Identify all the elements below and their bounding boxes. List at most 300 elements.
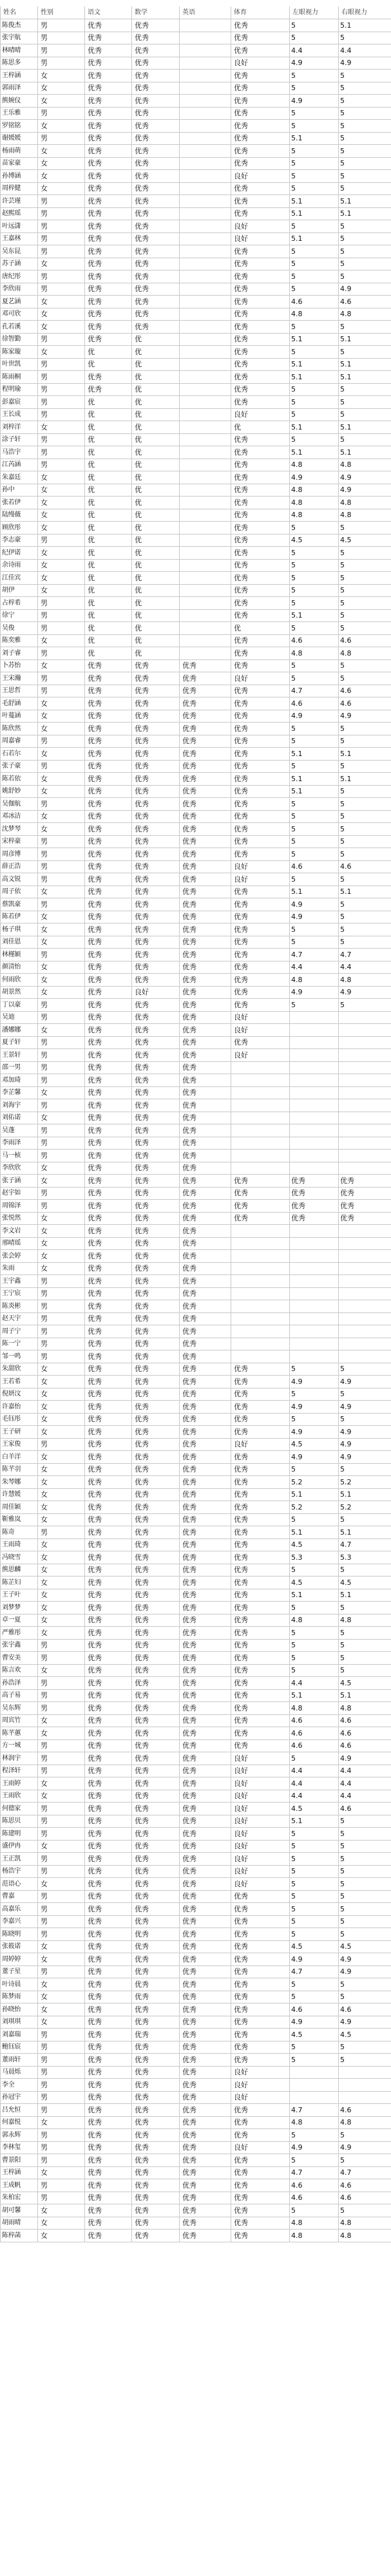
cell-name: 熊婉仪 bbox=[1, 95, 38, 108]
cell-pe: 优秀 bbox=[231, 986, 290, 999]
cell-pe: 优秀 bbox=[231, 2230, 290, 2242]
cell-pe bbox=[231, 1325, 290, 1338]
cell-pe: 优秀 bbox=[231, 145, 290, 158]
table-row bbox=[1, 723, 391, 735]
cell-math: 优秀 bbox=[132, 1137, 180, 1150]
table-row bbox=[1, 1287, 391, 1300]
cell-pe: 良好 bbox=[231, 860, 290, 873]
cell-math: 优秀 bbox=[132, 1049, 180, 1062]
cell-pe: 优秀 bbox=[231, 911, 290, 923]
cell-chinese: 优秀 bbox=[85, 1262, 132, 1275]
cell-right-vision bbox=[339, 2091, 391, 2104]
cell-left-vision: 4.8 bbox=[290, 647, 339, 660]
cell-left-vision: 5 bbox=[290, 220, 339, 233]
cell-gender: 女 bbox=[38, 1627, 85, 1640]
cell-left-vision: 4.4 bbox=[290, 961, 339, 974]
cell-pe: 优秀 bbox=[231, 1564, 290, 1577]
cell-right-vision: 5.1 bbox=[339, 773, 391, 786]
cell-left-vision: 4.6 bbox=[290, 697, 339, 710]
cell-english bbox=[180, 609, 231, 622]
cell-english: 优秀 bbox=[180, 1803, 231, 1815]
cell-pe: 优秀 bbox=[231, 823, 290, 836]
cell-name: 陈芊羽 bbox=[1, 1463, 38, 1476]
cell-gender: 男 bbox=[38, 44, 85, 57]
cell-math: 优秀 bbox=[132, 1777, 180, 1790]
cell-pe: 良好 bbox=[231, 1790, 290, 1803]
header-gender: 性别 bbox=[38, 6, 85, 19]
cell-left-vision: 4.9 bbox=[290, 986, 339, 999]
cell-pe: 优秀 bbox=[231, 1551, 290, 1564]
cell-pe: 优秀 bbox=[231, 296, 290, 308]
cell-chinese: 优秀 bbox=[85, 1577, 132, 1589]
cell-left-vision: 4.8 bbox=[290, 308, 339, 321]
cell-gender: 女 bbox=[38, 1991, 85, 2003]
cell-gender: 男 bbox=[38, 396, 85, 409]
cell-name: 陈梓菡 bbox=[1, 2230, 38, 2242]
cell-name: 王子叶 bbox=[1, 1589, 38, 1602]
cell-right-vision: 5 bbox=[339, 396, 391, 409]
table-row bbox=[1, 1150, 391, 1162]
cell-left-vision: 5 bbox=[290, 597, 339, 610]
cell-english bbox=[180, 57, 231, 70]
cell-chinese: 优秀 bbox=[85, 2041, 132, 2054]
cell-math: 优秀 bbox=[132, 1840, 180, 1853]
cell-name: 周嘉睿 bbox=[1, 735, 38, 748]
cell-math: 优秀 bbox=[132, 1513, 180, 1526]
cell-name: 吴蓬 bbox=[1, 1124, 38, 1137]
table-row bbox=[1, 2054, 391, 2067]
cell-pe: 优秀 bbox=[231, 522, 290, 535]
cell-pe: 优 bbox=[231, 421, 290, 434]
table-row bbox=[1, 270, 391, 283]
cell-name: 王景轩 bbox=[1, 1049, 38, 1062]
cell-chinese: 优秀 bbox=[85, 898, 132, 911]
cell-gender: 女 bbox=[38, 723, 85, 735]
table-row bbox=[1, 333, 391, 346]
cell-chinese: 优秀 bbox=[85, 2054, 132, 2067]
cell-chinese: 优秀 bbox=[85, 760, 132, 773]
cell-chinese: 优 bbox=[85, 433, 132, 446]
table-row bbox=[1, 1049, 391, 1062]
cell-name: 许芸瑾 bbox=[1, 195, 38, 208]
cell-chinese: 优秀 bbox=[85, 1652, 132, 1665]
cell-right-vision: 5.1 bbox=[339, 195, 391, 208]
cell-chinese: 优秀 bbox=[85, 1212, 132, 1225]
cell-left-vision: 4.9 bbox=[290, 898, 339, 911]
cell-left-vision: 4.4 bbox=[290, 1765, 339, 1777]
cell-name: 丁以豪 bbox=[1, 999, 38, 1012]
cell-chinese: 优秀 bbox=[85, 2066, 132, 2079]
cell-math: 优秀 bbox=[132, 308, 180, 321]
cell-gender: 男 bbox=[38, 232, 85, 245]
cell-name: 郭永辉 bbox=[1, 2129, 38, 2142]
cell-gender: 男 bbox=[38, 1187, 85, 1200]
cell-chinese: 优秀 bbox=[85, 1476, 132, 1489]
cell-chinese: 优秀 bbox=[85, 2179, 132, 2192]
cell-math: 优秀 bbox=[132, 1739, 180, 1752]
cell-right-vision: 5 bbox=[339, 1978, 391, 1991]
cell-gender: 男 bbox=[38, 408, 85, 421]
cell-gender: 男 bbox=[38, 1036, 85, 1049]
table-row bbox=[1, 760, 391, 773]
cell-math: 优 bbox=[132, 371, 180, 384]
cell-name: 赵天宇 bbox=[1, 1312, 38, 1325]
cell-math: 优秀 bbox=[132, 1639, 180, 1652]
cell-name: 赵宇如 bbox=[1, 1187, 38, 1200]
cell-math: 优秀 bbox=[132, 886, 180, 898]
cell-gender: 女 bbox=[38, 748, 85, 761]
cell-right-vision: 5 bbox=[339, 107, 391, 120]
cell-name: 蔡凯豪 bbox=[1, 898, 38, 911]
cell-gender: 女 bbox=[38, 697, 85, 710]
cell-chinese: 优秀 bbox=[85, 1024, 132, 1037]
cell-name: 叶蔓涵 bbox=[1, 710, 38, 723]
table-row bbox=[1, 773, 391, 786]
table-row bbox=[1, 1940, 391, 1953]
cell-pe: 优秀 bbox=[231, 157, 290, 170]
cell-gender: 男 bbox=[38, 371, 85, 384]
cell-gender: 女 bbox=[38, 2003, 85, 2016]
cell-right-vision: 4.9 bbox=[339, 57, 391, 70]
cell-chinese: 优秀 bbox=[85, 1539, 132, 1551]
cell-name: 吴迪 bbox=[1, 1011, 38, 1024]
cell-gender: 男 bbox=[38, 1275, 85, 1288]
cell-math: 优秀 bbox=[132, 1162, 180, 1175]
cell-english: 优秀 bbox=[180, 685, 231, 697]
cell-name: 余诗雨 bbox=[1, 559, 38, 572]
cell-pe: 良好 bbox=[231, 2091, 290, 2104]
cell-english bbox=[180, 371, 231, 384]
cell-english: 优秀 bbox=[180, 1965, 231, 1978]
table-row bbox=[1, 1275, 391, 1288]
cell-gender: 男 bbox=[38, 1652, 85, 1665]
cell-right-vision: 4.8 bbox=[339, 1702, 391, 1715]
cell-left-vision: 5 bbox=[290, 2204, 339, 2217]
cell-chinese: 优秀 bbox=[85, 911, 132, 923]
table-row bbox=[1, 810, 391, 823]
cell-right-vision bbox=[339, 1074, 391, 1087]
table-row bbox=[1, 1627, 391, 1640]
cell-english: 优秀 bbox=[180, 1175, 231, 1188]
cell-english: 优秀 bbox=[180, 1476, 231, 1489]
cell-left-vision: 5.1 bbox=[290, 132, 339, 145]
cell-math: 优秀 bbox=[132, 2204, 180, 2217]
table-row bbox=[1, 1074, 391, 1087]
cell-gender: 女 bbox=[38, 547, 85, 560]
cell-left-vision: 4.5 bbox=[290, 1940, 339, 1953]
cell-left-vision: 4.5 bbox=[290, 2029, 339, 2041]
cell-right-vision: 5.1 bbox=[339, 748, 391, 761]
cell-name: 徐宁 bbox=[1, 609, 38, 622]
cell-gender: 男 bbox=[38, 459, 85, 471]
cell-math: 优秀 bbox=[132, 685, 180, 697]
cell-name: 程明瑜 bbox=[1, 383, 38, 396]
cell-math: 优秀 bbox=[132, 1991, 180, 2003]
cell-name: 林晴晴 bbox=[1, 44, 38, 57]
cell-english: 优秀 bbox=[180, 923, 231, 936]
cell-math: 优秀 bbox=[132, 2104, 180, 2117]
cell-right-vision: 5.1 bbox=[339, 1488, 391, 1501]
cell-right-vision: 5.1 bbox=[339, 1589, 391, 1602]
cell-chinese: 优秀 bbox=[85, 974, 132, 987]
table-row bbox=[1, 145, 391, 158]
cell-right-vision bbox=[339, 1262, 391, 1275]
cell-math: 良好 bbox=[132, 986, 180, 999]
cell-chinese: 优秀 bbox=[85, 82, 132, 95]
cell-right-vision: 5 bbox=[339, 1890, 391, 1903]
cell-pe: 优秀 bbox=[231, 433, 290, 446]
table-row bbox=[1, 911, 391, 923]
cell-left-vision: 5.1 bbox=[290, 1488, 339, 1501]
cell-name: 毛钰彤 bbox=[1, 1413, 38, 1426]
table-row bbox=[1, 1564, 391, 1577]
cell-right-vision bbox=[339, 1287, 391, 1300]
cell-english bbox=[180, 245, 231, 258]
cell-gender: 男 bbox=[38, 1312, 85, 1325]
cell-right-vision: 4.6 bbox=[339, 1803, 391, 1815]
cell-chinese: 优秀 bbox=[85, 848, 132, 861]
cell-gender: 女 bbox=[38, 1777, 85, 1790]
cell-right-vision: 4.8 bbox=[339, 974, 391, 987]
cell-left-vision: 4.8 bbox=[290, 509, 339, 522]
cell-name: 周锦泽 bbox=[1, 1200, 38, 1213]
table-row bbox=[1, 860, 391, 873]
cell-math: 优 bbox=[132, 572, 180, 585]
cell-chinese: 优秀 bbox=[85, 1878, 132, 1891]
cell-name: 周子宁 bbox=[1, 1325, 38, 1338]
cell-gender: 男 bbox=[38, 1752, 85, 1765]
cell-name: 张会婷 bbox=[1, 1250, 38, 1263]
cell-chinese: 优秀 bbox=[85, 873, 132, 886]
cell-pe: 优秀 bbox=[231, 396, 290, 409]
cell-chinese: 优秀 bbox=[85, 1250, 132, 1263]
cell-name: 卜苏怡 bbox=[1, 659, 38, 672]
cell-chinese: 优秀 bbox=[85, 1338, 132, 1350]
cell-english: 优秀 bbox=[180, 1124, 231, 1137]
cell-english: 优秀 bbox=[180, 1564, 231, 1577]
cell-math: 优秀 bbox=[132, 760, 180, 773]
cell-right-vision: 5.1 bbox=[339, 358, 391, 371]
cell-right-vision: 5 bbox=[339, 433, 391, 446]
cell-math: 优秀 bbox=[132, 1275, 180, 1288]
cell-gender: 女 bbox=[38, 497, 85, 509]
cell-gender: 女 bbox=[38, 509, 85, 522]
cell-left-vision: 5 bbox=[290, 408, 339, 421]
table-row bbox=[1, 1614, 391, 1627]
cell-math: 优秀 bbox=[132, 835, 180, 848]
cell-name: 李芷馨 bbox=[1, 1086, 38, 1099]
cell-pe: 良好 bbox=[231, 232, 290, 245]
cell-english: 优秀 bbox=[180, 2091, 231, 2104]
cell-name: 李欣欣 bbox=[1, 1162, 38, 1175]
cell-english: 优秀 bbox=[180, 2141, 231, 2154]
cell-math: 优秀 bbox=[132, 1124, 180, 1137]
cell-gender: 男 bbox=[38, 2066, 85, 2079]
cell-chinese: 优 bbox=[85, 559, 132, 572]
cell-right-vision: 5 bbox=[339, 408, 391, 421]
cell-english bbox=[180, 559, 231, 572]
cell-math: 优秀 bbox=[132, 2141, 180, 2154]
cell-right-vision: 5 bbox=[339, 1564, 391, 1577]
cell-gender: 女 bbox=[38, 120, 85, 133]
table-row bbox=[1, 1175, 391, 1188]
cell-pe: 良好 bbox=[231, 1840, 290, 1853]
cell-math: 优秀 bbox=[132, 321, 180, 334]
table-row bbox=[1, 2204, 391, 2217]
cell-english bbox=[180, 509, 231, 522]
table-row bbox=[1, 735, 391, 748]
cell-math: 优秀 bbox=[132, 2079, 180, 2092]
cell-math: 优秀 bbox=[132, 659, 180, 672]
cell-chinese: 优秀 bbox=[85, 1702, 132, 1715]
cell-math: 优 bbox=[132, 446, 180, 459]
cell-right-vision: 5 bbox=[339, 760, 391, 773]
cell-name: 许嘉怡 bbox=[1, 1401, 38, 1414]
cell-math: 优秀 bbox=[132, 1915, 180, 1928]
cell-name: 姚舒妙 bbox=[1, 785, 38, 798]
cell-left-vision: 5.1 bbox=[290, 358, 339, 371]
cell-right-vision: 5 bbox=[339, 70, 391, 82]
cell-gender: 男 bbox=[38, 1325, 85, 1338]
cell-math: 优秀 bbox=[132, 1350, 180, 1363]
cell-left-vision: 4.9 bbox=[290, 710, 339, 723]
cell-right-vision: 5 bbox=[339, 95, 391, 108]
table-row bbox=[1, 195, 391, 208]
cell-gender: 女 bbox=[38, 773, 85, 786]
table-row bbox=[1, 32, 391, 44]
cell-gender: 男 bbox=[38, 270, 85, 283]
cell-gender: 男 bbox=[38, 1965, 85, 1978]
cell-left-vision bbox=[290, 1312, 339, 1325]
cell-chinese: 优秀 bbox=[85, 1853, 132, 1866]
cell-math: 优秀 bbox=[132, 1664, 180, 1677]
cell-chinese: 优秀 bbox=[85, 1175, 132, 1188]
cell-pe: 优秀 bbox=[231, 1890, 290, 1903]
table-row bbox=[1, 534, 391, 547]
cell-gender: 男 bbox=[38, 1828, 85, 1841]
cell-right-vision: 5 bbox=[339, 383, 391, 396]
header-chinese: 语文 bbox=[85, 6, 132, 19]
cell-left-vision: 5.1 bbox=[290, 207, 339, 220]
cell-math: 优秀 bbox=[132, 1589, 180, 1602]
cell-math: 优秀 bbox=[132, 1376, 180, 1388]
cell-chinese: 优秀 bbox=[85, 132, 132, 145]
cell-math: 优秀 bbox=[132, 1978, 180, 1991]
cell-right-vision: 5.2 bbox=[339, 1501, 391, 1514]
cell-pe: 优秀 bbox=[231, 898, 290, 911]
cell-math: 优秀 bbox=[132, 1388, 180, 1401]
cell-gender: 男 bbox=[38, 220, 85, 233]
cell-math: 优秀 bbox=[132, 1451, 180, 1464]
cell-gender: 男 bbox=[38, 2129, 85, 2142]
cell-name: 赵熙瑶 bbox=[1, 207, 38, 220]
table-row bbox=[1, 1915, 391, 1928]
table-row bbox=[1, 710, 391, 723]
cell-left-vision: 5.1 bbox=[290, 371, 339, 384]
student-table bbox=[0, 6, 391, 2242]
cell-math: 优秀 bbox=[132, 19, 180, 32]
cell-math: 优秀 bbox=[132, 1488, 180, 1501]
table-row bbox=[1, 1828, 391, 1841]
cell-pe: 良好 bbox=[231, 1011, 290, 1024]
cell-chinese: 优秀 bbox=[85, 1714, 132, 1727]
cell-gender: 女 bbox=[38, 1614, 85, 1627]
cell-chinese: 优秀 bbox=[85, 245, 132, 258]
cell-left-vision: 5 bbox=[290, 547, 339, 560]
cell-gender: 男 bbox=[38, 860, 85, 873]
cell-left-vision bbox=[290, 2066, 339, 2079]
cell-chinese: 优秀 bbox=[85, 1978, 132, 1991]
cell-gender: 女 bbox=[38, 1878, 85, 1891]
cell-right-vision: 4.9 bbox=[339, 986, 391, 999]
cell-english bbox=[180, 232, 231, 245]
cell-name: 熊思麟 bbox=[1, 1564, 38, 1577]
cell-chinese: 优 bbox=[85, 346, 132, 359]
cell-chinese: 优秀 bbox=[85, 308, 132, 321]
table-row bbox=[1, 1250, 391, 1263]
cell-math: 优秀 bbox=[132, 848, 180, 861]
cell-name: 吕允恒 bbox=[1, 2104, 38, 2117]
cell-english bbox=[180, 484, 231, 497]
cell-left-vision bbox=[290, 1061, 339, 1074]
cell-math: 优秀 bbox=[132, 170, 180, 183]
cell-chinese: 优秀 bbox=[85, 710, 132, 723]
cell-right-vision: 5 bbox=[339, 2054, 391, 2067]
table-row bbox=[1, 132, 391, 145]
table-row bbox=[1, 283, 391, 296]
cell-right-vision: 5 bbox=[339, 1363, 391, 1376]
cell-chinese: 优秀 bbox=[85, 1526, 132, 1539]
cell-name: 陈思贝 bbox=[1, 1815, 38, 1828]
cell-name: 倪妍汶 bbox=[1, 1388, 38, 1401]
cell-chinese: 优 bbox=[85, 634, 132, 647]
cell-chinese: 优秀 bbox=[85, 1150, 132, 1162]
cell-gender: 男 bbox=[38, 1300, 85, 1313]
cell-gender: 女 bbox=[38, 1388, 85, 1401]
cell-gender: 男 bbox=[38, 1815, 85, 1828]
cell-right-vision bbox=[339, 1024, 391, 1037]
cell-left-vision: 5 bbox=[290, 2129, 339, 2142]
cell-english: 优秀 bbox=[180, 1074, 231, 1087]
cell-pe: 优秀 bbox=[231, 2204, 290, 2217]
cell-left-vision: 5.1 bbox=[290, 785, 339, 798]
table-row bbox=[1, 1036, 391, 1049]
cell-right-vision: 5 bbox=[339, 1815, 391, 1828]
cell-english bbox=[180, 433, 231, 446]
cell-left-vision: 5.1 bbox=[290, 446, 339, 459]
cell-left-vision: 4.7 bbox=[290, 1965, 339, 1978]
cell-left-vision: 4.8 bbox=[290, 2116, 339, 2129]
cell-gender: 女 bbox=[38, 634, 85, 647]
cell-pe: 优秀 bbox=[231, 710, 290, 723]
cell-gender: 女 bbox=[38, 1501, 85, 1514]
cell-english: 优秀 bbox=[180, 1790, 231, 1803]
cell-chinese: 优秀 bbox=[85, 195, 132, 208]
cell-name: 陈梦雨 bbox=[1, 1991, 38, 2003]
cell-chinese: 优秀 bbox=[85, 1011, 132, 1024]
cell-right-vision: 5 bbox=[339, 547, 391, 560]
cell-name: 曹安美 bbox=[1, 1652, 38, 1665]
cell-chinese: 优秀 bbox=[85, 2016, 132, 2029]
cell-gender: 女 bbox=[38, 1551, 85, 1564]
cell-chinese: 优 bbox=[85, 572, 132, 585]
cell-gender: 男 bbox=[38, 132, 85, 145]
cell-pe: 良好 bbox=[231, 170, 290, 183]
cell-gender: 女 bbox=[38, 2016, 85, 2029]
table-row bbox=[1, 308, 391, 321]
cell-right-vision: 5 bbox=[339, 810, 391, 823]
cell-math: 优 bbox=[132, 547, 180, 560]
